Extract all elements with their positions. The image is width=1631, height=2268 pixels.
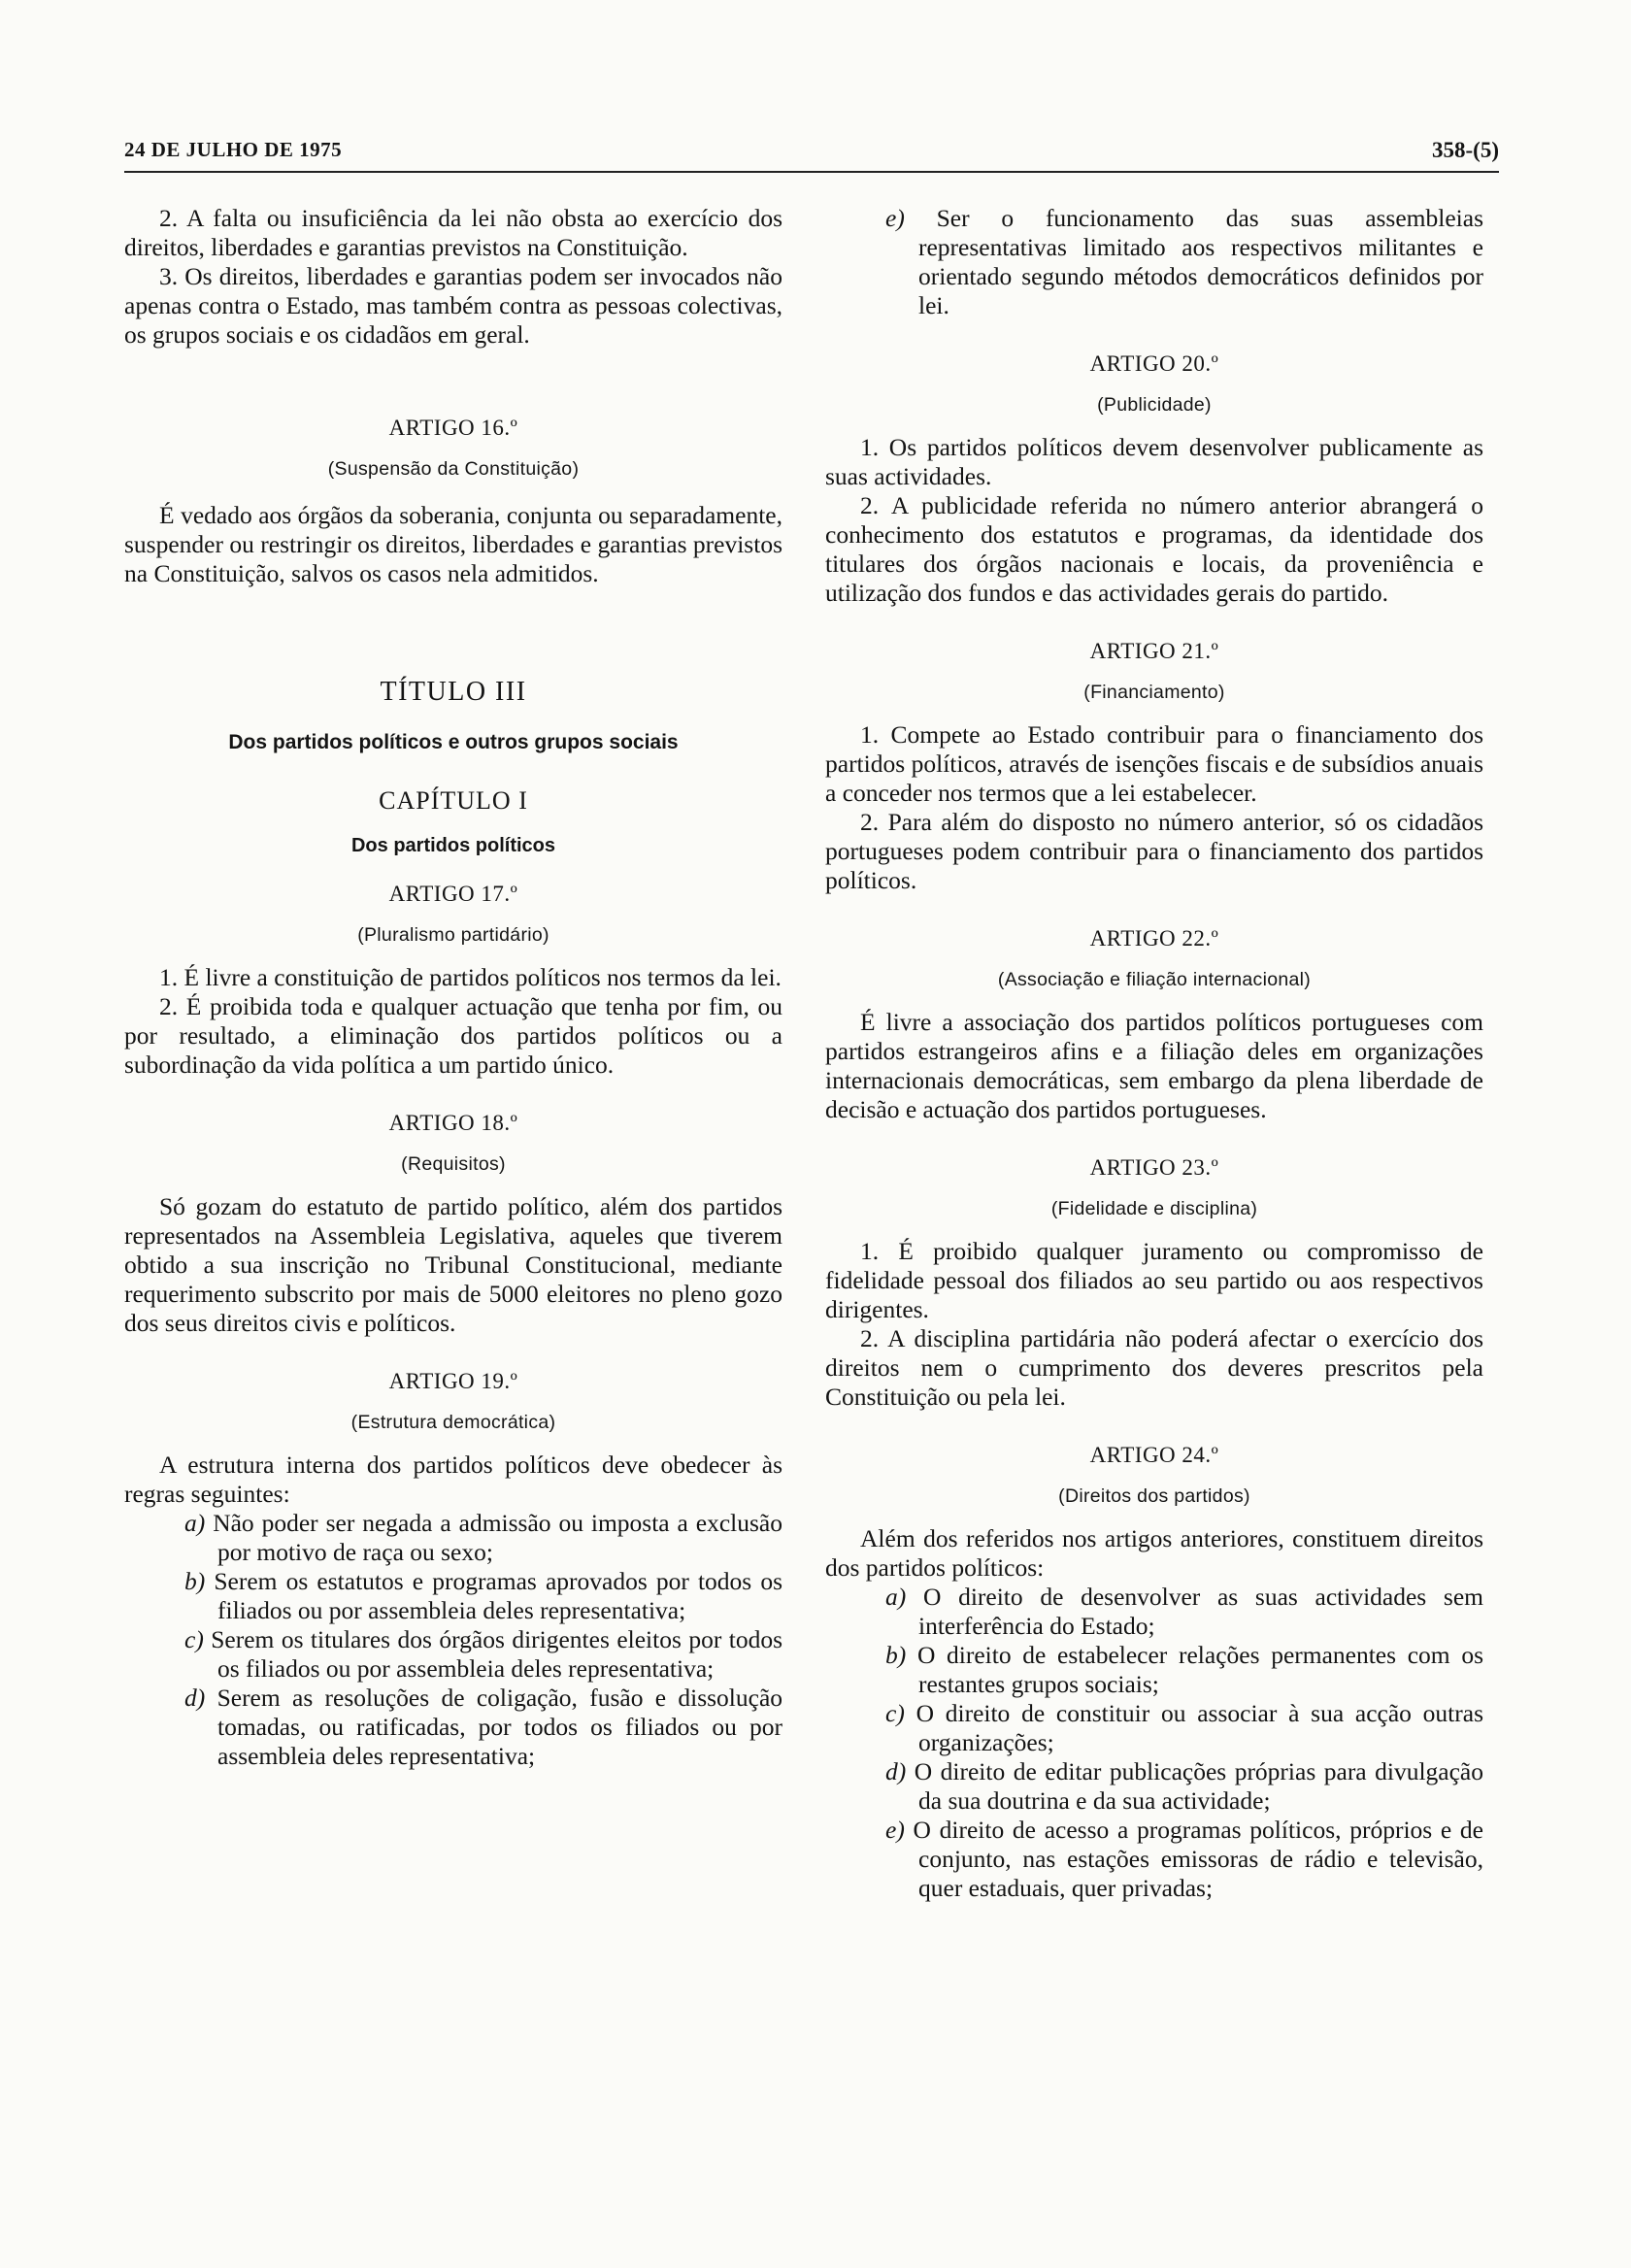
header-date: 24 DE JULHO DE 1975 xyxy=(124,138,343,161)
article-title: ARTIGO 22.º xyxy=(1089,926,1219,951)
article-paragraph: 1. É proibido qualquer juramento ou compromisso de fidelidade pessoal dos filiados ao seu partido ou aos respectivos dirigentes. xyxy=(825,1237,1483,1323)
left-column xyxy=(124,204,782,1771)
chapter-subtitle: Dos partidos políticos xyxy=(350,835,556,856)
list-item: e) O direito de acesso a programas políticos, próprios e de conjunto, nas estações emissoras de rádio e televisão, quer estaduais, quer privadas; xyxy=(885,1816,1484,1902)
list-item: e) Ser o funcionamento das suas assembleias representativas limitado aos respectivos militantes e orientado segundo métodos democráticos definidos por lei. xyxy=(885,204,1483,319)
article-paragraph: 2. Para além do disposto no número anterior, só os cidadãos portugueses podem contribuir para o financiamento dos partidos políticos. xyxy=(825,808,1483,894)
list-item: b) Serem os estatutos e programas aprovados por todos os filiados ou por assembleia deles representativa; xyxy=(184,1567,783,1624)
list-item: b) O direito de estabelecer relações permanentes com os restantes grupos sociais; xyxy=(885,1641,1483,1698)
list-item: c) Serem os titulares dos órgãos dirigentes eleitos por todos os filiados ou por assembleia deles representativa; xyxy=(184,1625,782,1683)
article-title: ARTIGO 21.º xyxy=(1089,639,1219,663)
article-text: É vedado aos órgãos da soberania, conjunta ou separadamente, suspender ou restringir os direitos, liberdades e garantias previstos na Constituição, salvos os casos nela admitidos. xyxy=(124,501,782,587)
list-item: a) O direito de desenvolver as suas actividades sem interferência do Estado; xyxy=(885,1583,1484,1640)
article-subtitle: (Direitos dos partidos) xyxy=(1058,1485,1250,1507)
article-paragraph: 2. A publicidade referida no número anterior abrangerá o conhecimento dos estatutos e programas, da identidade dos titulares dos órgãos nacionais e locais, da proveniência e utilização dos fundos e das actividades gerais do partido. xyxy=(825,491,1483,607)
article-subtitle: (Fidelidade e disciplina) xyxy=(1050,1198,1258,1219)
article-title: ARTIGO 16.º xyxy=(388,416,518,440)
article-subtitle: (Requisitos) xyxy=(401,1153,506,1175)
article-subtitle: (Publicidade) xyxy=(1097,394,1212,416)
article-subtitle: (Suspensão da Constituição) xyxy=(327,458,580,480)
article-intro: Além dos referidos nos artigos anteriores, constituem direitos dos partidos políticos: xyxy=(825,1524,1483,1582)
right-column xyxy=(825,204,1483,1903)
article-paragraph: 1. Compete ao Estado contribuir para o financiamento dos partidos políticos, através de isenções fiscais e de subsídios anuais a conceder nos termos que a lei estabelecer. xyxy=(825,720,1483,807)
article-title: ARTIGO 20.º xyxy=(1089,351,1219,376)
article-title: ARTIGO 19.º xyxy=(388,1369,518,1393)
list-item: d) Serem as resoluções de coligação, fusão e dissolução tomadas, ou ratificadas, por todos os filiados ou por assembleia deles representativa; xyxy=(184,1684,783,1770)
article-text: Só gozam do estatuto de partido político, além dos partidos representados na Assembleia Legislativa, aqueles que tiverem obtido a sua inscrição no Tribunal Constitucional, mediante requerimento subscrito por mais de 5000 eleitores no pleno gozo dos seus direitos civis e políticos. xyxy=(124,1192,782,1337)
section-subtitle: Dos partidos políticos e outros grupos sociais xyxy=(228,731,679,753)
article-paragraph: 1. Os partidos políticos devem desenvolver publicamente as suas actividades. xyxy=(825,433,1483,490)
article-title: ARTIGO 17.º xyxy=(388,882,518,906)
article-text: É livre a associação dos partidos políticos portugueses com partidos estrangeiros afins e a filiação deles em organizações internacionais democráticas, sem embargo da plena liberdade de decisão e actuação dos partidos portugueses. xyxy=(825,1008,1483,1123)
article-subtitle: (Associação e filiação internacional) xyxy=(997,969,1312,990)
article-title: ARTIGO 24.º xyxy=(1089,1443,1219,1467)
section-title: TÍTULO III xyxy=(380,677,527,707)
chapter-title: CAPÍTULO I xyxy=(379,786,528,815)
article-subtitle: (Pluralismo partidário) xyxy=(357,924,549,946)
article-paragraph: 2. A disciplina partidária não poderá afectar o exercício dos direitos nem o cumprimento dos deveres prescritos pela Constituição ou pela lei. xyxy=(825,1324,1483,1411)
article-title: ARTIGO 23.º xyxy=(1089,1155,1219,1180)
list-item: a) Não poder ser negada a admissão ou imposta a exclusão por motivo de raça ou sexo; xyxy=(184,1509,783,1566)
list-item: d) O direito de editar publicações próprias para divulgação da sua doutrina e da sua actividade; xyxy=(885,1757,1483,1815)
list-item: c) O direito de constituir ou associar à sua acção outras organizações; xyxy=(885,1699,1484,1756)
paragraph: 2. A falta ou insuficiência da lei não obsta ao exercício dos direitos, liberdades e garantias previstos na Constituição. xyxy=(124,204,782,261)
page-number: 358-(5) xyxy=(1432,138,1499,162)
article-subtitle: (Financiamento) xyxy=(1083,682,1225,703)
article-subtitle: (Estrutura democrática) xyxy=(350,1412,556,1433)
article-paragraph: 1. É livre a constituição de partidos políticos nos termos da lei. xyxy=(159,963,782,991)
article-intro: A estrutura interna dos partidos políticos deve obedecer às regras seguintes: xyxy=(124,1451,782,1508)
page-header xyxy=(124,132,1499,173)
paragraph: 3. Os direitos, liberdades e garantias podem ser invocados não apenas contra o Estado, mas também contra as pessoas colectivas, os grupos sociais e os cidadãos em geral. xyxy=(124,262,782,349)
article-title: ARTIGO 18.º xyxy=(388,1111,518,1135)
article-paragraph: 2. É proibida toda e qualquer actuação que tenha por fim, ou por resultado, a eliminação dos partidos políticos ou a subordinação da vida política a um partido único. xyxy=(124,992,782,1079)
